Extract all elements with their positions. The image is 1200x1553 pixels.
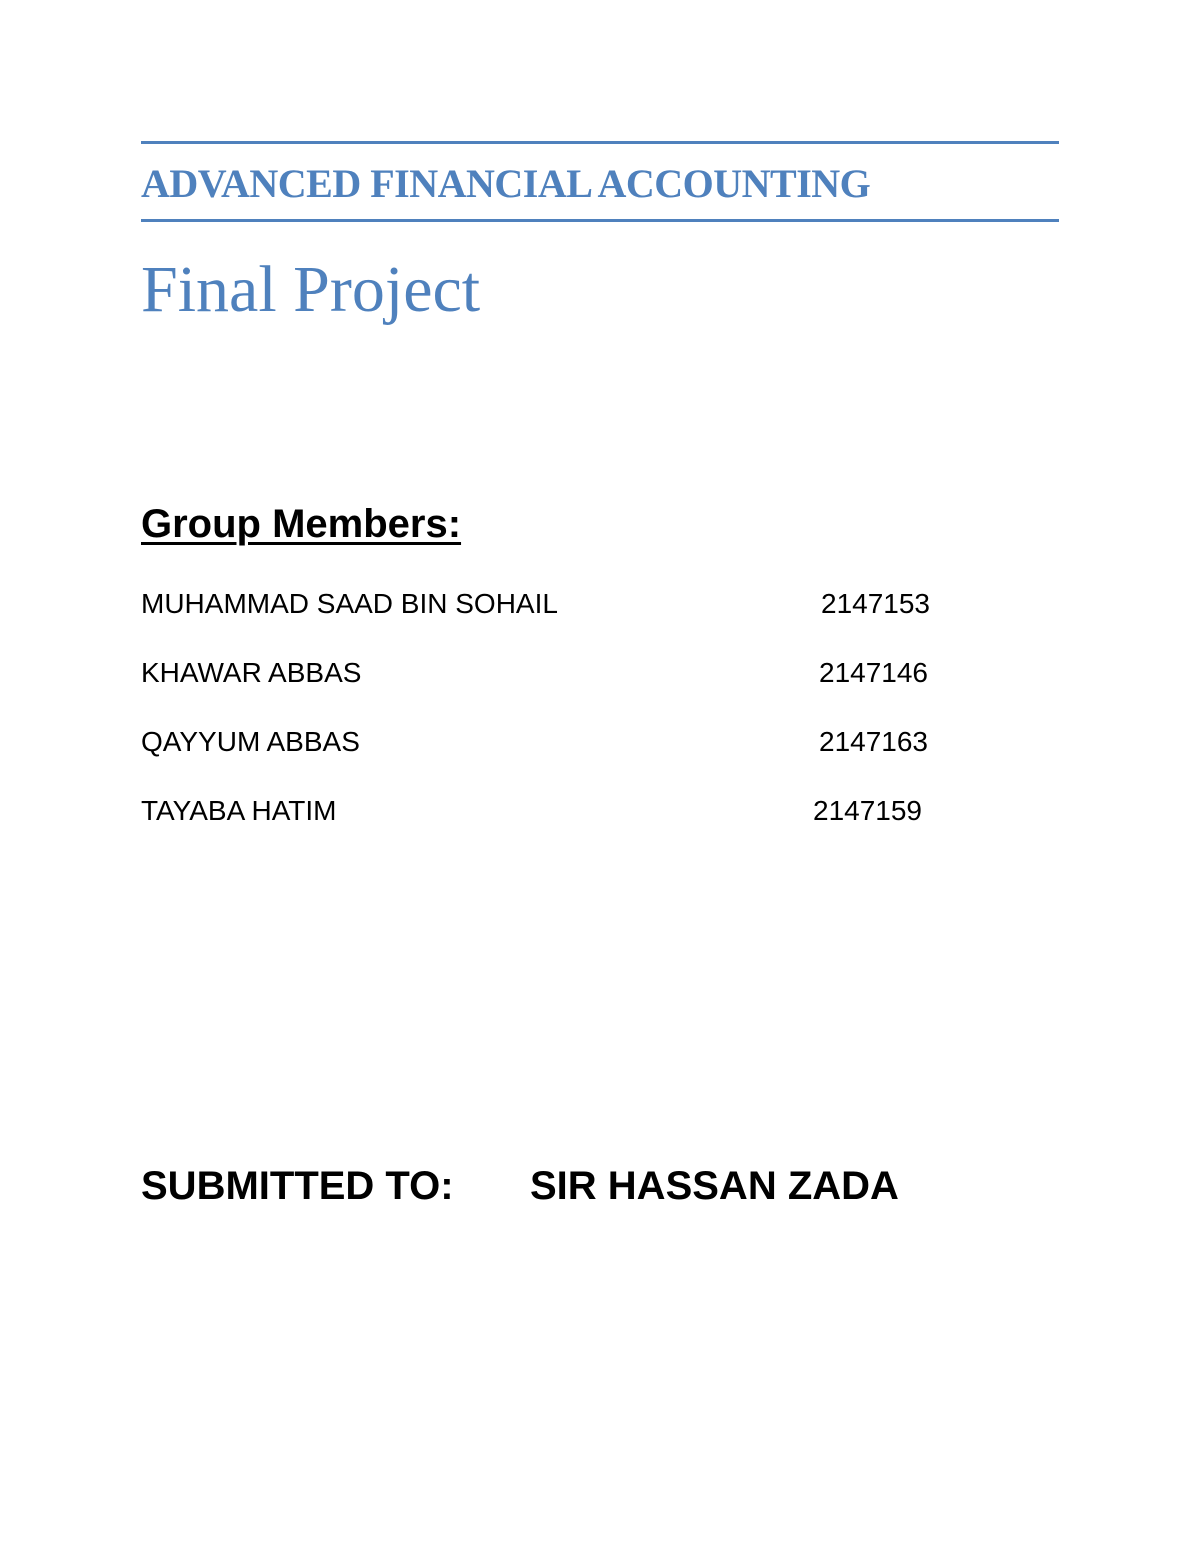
member-id: 2147163 (819, 726, 929, 757)
submitted-to-recipient: SIR HASSAN ZADA (530, 1164, 899, 1208)
submitted-to-label: SUBMITTED TO: (141, 1164, 454, 1208)
member-id: 2147146 (819, 657, 929, 688)
member-name: TAYABA HATIM (141, 795, 337, 826)
title-top-rule (141, 141, 1059, 144)
member-name: QAYYUM ABBAS (141, 726, 360, 757)
member-id: 2147153 (821, 588, 931, 619)
group-members-heading: Group Members: (141, 502, 462, 546)
member-row (141, 584, 1041, 624)
member-name: MUHAMMAD SAAD BIN SOHAIL (141, 588, 558, 619)
document-subtitle: Final Project (141, 253, 481, 326)
submitted-to-line (141, 1158, 899, 1214)
course-title: ADVANCED FINANCIAL ACCOUNTING (141, 161, 871, 206)
title-bottom-rule (141, 219, 1059, 222)
member-row (141, 653, 1041, 693)
member-name: KHAWAR ABBAS (141, 657, 362, 688)
member-id: 2147159 (813, 795, 923, 826)
member-row (141, 722, 1041, 762)
member-row (141, 791, 1041, 831)
